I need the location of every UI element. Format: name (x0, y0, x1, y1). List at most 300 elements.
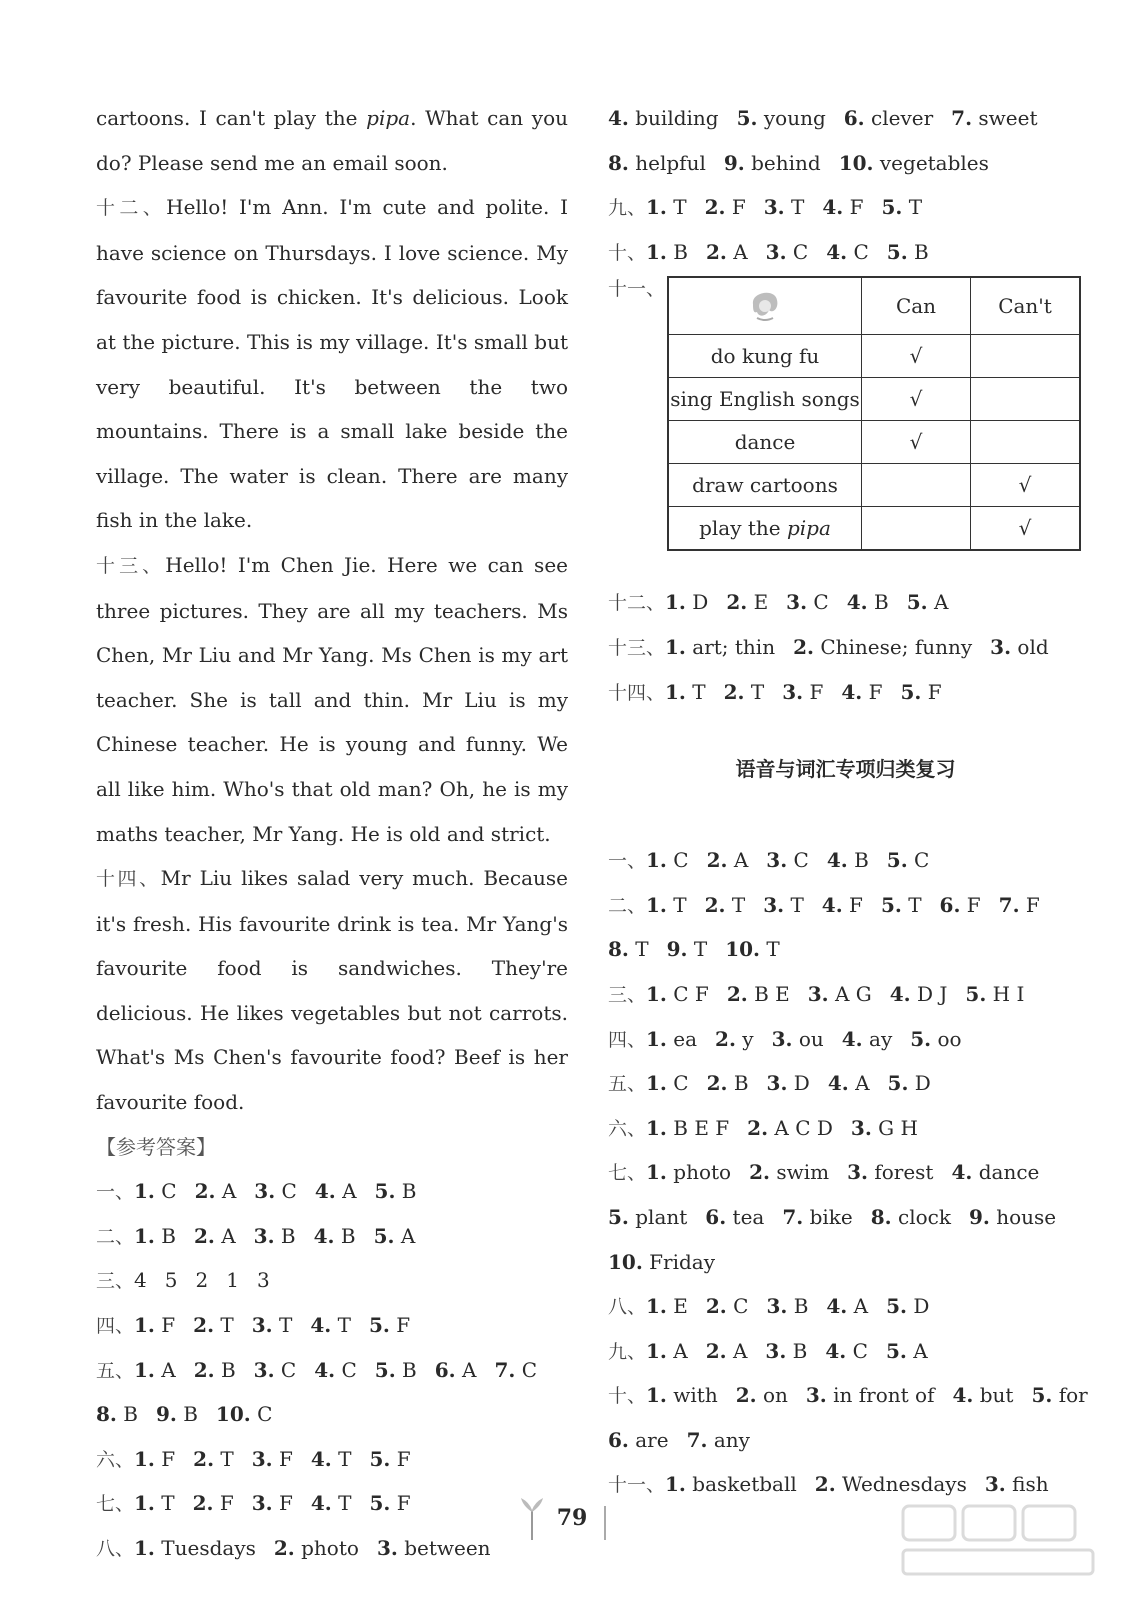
answer-item (886, 1294, 929, 1318)
table-row (668, 464, 1080, 507)
can-cell: √ (862, 335, 971, 378)
section-label: 七、 (608, 1162, 647, 1185)
answer-number: 4. (310, 1446, 332, 1471)
answer-value: D (793, 1071, 810, 1096)
answer-item (763, 893, 804, 917)
answer-item (252, 1447, 293, 1471)
answer-number: 9. (723, 150, 745, 175)
answer-item (374, 1224, 416, 1248)
answer-value: T (731, 892, 746, 917)
section-label: 二、 (608, 894, 647, 917)
answer-item (847, 590, 889, 614)
answer-item (134, 1313, 175, 1337)
answer-item (667, 937, 708, 961)
answer-item (193, 1491, 234, 1515)
transcript-paragraph (96, 543, 568, 856)
answer-value: F (731, 195, 746, 220)
answer-value: B (873, 590, 889, 615)
answer-value: for (1058, 1383, 1088, 1408)
answer-item (311, 1491, 352, 1515)
answer-item (940, 893, 981, 917)
answer-number: 7. (951, 106, 973, 130)
answer-item (608, 1428, 669, 1452)
answer-item (766, 240, 809, 264)
answer-value: A C D (774, 1115, 833, 1140)
paragraph-text: Mr Liu likes salad very much. Because it's fresh. His favourite drink is tea. Mr Yang's favourite food is sandwiches. They're delicious. He likes vegetables but not carrots. What's Ms Chen's favourite food? Beef is her favourite food. (96, 866, 568, 1115)
answer-line (608, 1106, 1083, 1151)
answer-number: 3. (766, 848, 788, 873)
can-cant-section (608, 274, 1083, 580)
answer-item (782, 1205, 852, 1229)
answer-number: 5. (885, 1338, 907, 1363)
answer-value: T (693, 937, 708, 962)
answer-value: A (161, 1357, 176, 1382)
answer-value: F (849, 195, 864, 220)
table-body (668, 335, 1080, 551)
answer-value: behind (751, 150, 821, 175)
answer-line (608, 230, 1083, 275)
answer-value: T (673, 892, 687, 917)
answer-number: 1. (646, 1160, 667, 1185)
answer-line (96, 1392, 568, 1437)
cant-cell (971, 378, 1081, 421)
answer-line (608, 141, 1083, 186)
answer-number: 2. (194, 1179, 216, 1204)
answer-item (369, 1313, 410, 1337)
answer-item (749, 1160, 829, 1184)
answer-value: B (914, 239, 929, 264)
answer-value: ay (869, 1026, 893, 1051)
answer-item (900, 680, 941, 704)
answer-value: art; thin (692, 634, 776, 659)
answer-item (252, 1313, 293, 1337)
table-row (668, 421, 1080, 464)
answer-value: B (161, 1223, 176, 1248)
answer-line (608, 927, 1083, 972)
answer-value: F (809, 679, 824, 704)
answer-number: 4. (314, 1357, 336, 1382)
answer-number: 2. (749, 1160, 770, 1185)
answer-number: 2. (193, 1313, 215, 1338)
activity-cell: sing English songs (668, 378, 862, 421)
answer-item (608, 1250, 715, 1274)
section-label: 二、 (96, 1225, 135, 1248)
answer-value: 4 (134, 1268, 147, 1293)
answer-value: T (338, 1446, 352, 1471)
answer-value: any (713, 1427, 750, 1452)
answer-item (134, 1491, 175, 1515)
answer-line (608, 838, 1083, 883)
answer-item (822, 893, 863, 917)
answer-value: A (400, 1223, 416, 1248)
answer-value: plant (635, 1204, 688, 1229)
answer-value: B (183, 1402, 198, 1427)
table-header-row (668, 277, 1080, 335)
answer-value: T (220, 1446, 234, 1471)
answer-line (608, 96, 1083, 141)
answer-number: 3. (990, 634, 1012, 659)
answer-number: 1. (134, 1313, 155, 1338)
answer-value: A (913, 1338, 928, 1363)
header-can: Can (862, 277, 971, 335)
answer-value: but (979, 1383, 1014, 1408)
answer-value: A (733, 239, 748, 264)
leaf-ornament-right-icon (599, 1496, 611, 1540)
answer-item (194, 1358, 236, 1382)
section-label: 三、 (608, 983, 647, 1006)
leaf-ornament-icon (519, 1496, 545, 1540)
section-label: 十、 (608, 241, 647, 264)
answer-value: T (338, 1491, 352, 1516)
answer-number: 6. (705, 1204, 727, 1229)
answer-item (782, 680, 823, 704)
answer-item (257, 1268, 270, 1292)
answer-number: 7. (998, 892, 1020, 917)
answer-value: T (279, 1313, 293, 1338)
answer-value: vegetables (879, 150, 989, 175)
answer-item (706, 1294, 749, 1318)
answer-value: Chinese; funny (820, 634, 973, 659)
answer-value: C (673, 848, 689, 873)
transcript-paragraph (96, 96, 568, 185)
answer-item (134, 1179, 177, 1203)
answer-number: 5. (369, 1446, 391, 1471)
answer-item (766, 848, 809, 872)
section-label: 三、 (96, 1270, 135, 1293)
answer-value: oo (937, 1026, 962, 1051)
answer-number: 1. (665, 590, 686, 615)
answer-item (842, 1027, 892, 1051)
can-cell (862, 464, 971, 507)
answer-value: T (673, 195, 687, 220)
answer-number: 3. (766, 1071, 788, 1096)
answer-value: Tuesdays (161, 1536, 256, 1560)
answer-number: 1. (665, 1472, 686, 1497)
answer-item (310, 1313, 351, 1337)
cant-cell: √ (971, 464, 1081, 507)
answer-item (608, 151, 706, 175)
answer-number: 3. (763, 892, 785, 917)
section-label: 七、 (96, 1493, 135, 1516)
answer-item (608, 1205, 687, 1229)
answer-value: ea (673, 1026, 698, 1051)
answer-number: 2. (705, 239, 727, 264)
answer-item (254, 1179, 297, 1203)
answer-item (828, 1071, 870, 1095)
answer-number: 5. (886, 239, 908, 264)
answer-line (608, 1150, 1083, 1195)
section-label: 九、 (608, 1340, 647, 1363)
answer-value: F (279, 1446, 293, 1471)
answer-number: 2. (715, 1026, 736, 1051)
answer-item (725, 937, 780, 961)
answer-number: 3. (251, 1446, 273, 1471)
answer-item (727, 982, 790, 1006)
answer-number: 4. (952, 1383, 974, 1408)
answer-value: on (762, 1383, 788, 1408)
answer-item (216, 1402, 272, 1426)
answer-value: F (849, 892, 863, 917)
answer-number: 3. (253, 1357, 275, 1382)
answer-value: B (280, 1223, 296, 1248)
answer-item (826, 240, 869, 264)
answer-line (608, 1373, 1088, 1418)
answer-item (193, 1313, 234, 1337)
answer-line (96, 1214, 568, 1259)
answer-number: 3. (251, 1313, 273, 1338)
answer-item (766, 1294, 808, 1318)
answer-value: B (220, 1357, 236, 1382)
answer-item (767, 1071, 810, 1095)
answer-number: 4. (821, 892, 843, 917)
answer-value: B (123, 1402, 138, 1427)
answer-item (687, 1428, 750, 1452)
answer-line (96, 1303, 568, 1348)
answer-item (969, 1205, 1056, 1229)
answer-item (985, 1472, 1049, 1496)
answer-item (726, 590, 768, 614)
answer-line (608, 580, 1083, 625)
answer-item (724, 680, 765, 704)
answer-number: 3. (763, 195, 785, 220)
answer-line (608, 1418, 1083, 1463)
answer-item (314, 1224, 356, 1248)
answer-value: A (221, 1223, 236, 1248)
page-number: 79 (556, 1505, 588, 1531)
answer-value: A (933, 590, 949, 615)
answer-item (274, 1536, 359, 1560)
answer-item (134, 1358, 176, 1382)
answer-item (646, 1071, 689, 1095)
answer-line (96, 1258, 568, 1303)
answer-number: 1. (665, 634, 686, 659)
answer-item (910, 1027, 961, 1051)
answer-item (827, 848, 869, 872)
answer-number: 2. (735, 1383, 757, 1408)
answer-value: C F (673, 981, 709, 1006)
table-row (668, 335, 1080, 378)
table-row (668, 378, 1080, 421)
answer-item (608, 937, 649, 961)
answer-item (194, 1224, 236, 1248)
answer-number: 3. (984, 1472, 1006, 1497)
answer-number: 6. (843, 106, 865, 130)
answer-value: E (753, 590, 769, 615)
answer-number: 5. (906, 590, 928, 615)
answer-item (646, 1383, 718, 1407)
answer-value: T (766, 937, 780, 962)
answer-number: 5. (900, 679, 922, 704)
answer-value: A (855, 1071, 870, 1096)
answer-number: 5. (374, 1179, 396, 1204)
answer-line (608, 1195, 1083, 1240)
answer-number: 6. (608, 1427, 629, 1452)
answer-number: 6. (939, 892, 961, 917)
answer-item (822, 195, 863, 219)
answer-item (952, 1383, 1013, 1407)
answer-item (646, 1339, 688, 1363)
answer-number: 3. (805, 1383, 827, 1408)
activity-cell: do kung fu (668, 335, 862, 378)
answer-line (608, 1284, 1083, 1329)
cant-cell (971, 335, 1081, 378)
answer-item (646, 195, 687, 219)
answer-number: 2. (814, 1472, 836, 1497)
answer-value: ou (798, 1026, 824, 1051)
answer-value: A G (834, 981, 872, 1006)
answer-number: 2. (747, 1115, 769, 1140)
answer-value: B (673, 239, 688, 264)
answer-item (646, 893, 687, 917)
activity-cell: draw cartoons (668, 464, 862, 507)
answer-item (793, 635, 972, 659)
answer-line (608, 972, 1083, 1017)
answer-number: 5. (886, 1294, 907, 1319)
answer-number: 3. (782, 679, 804, 704)
answer-item (705, 195, 746, 219)
answer-item (315, 1179, 357, 1203)
answer-number: 5. (886, 848, 908, 873)
answer-line (608, 670, 1083, 715)
answer-value: A (221, 1179, 237, 1204)
answer-item (839, 151, 989, 175)
answer-line (608, 1017, 1083, 1062)
section-label: 十四、 (96, 868, 161, 891)
answer-number: 4. (310, 1491, 332, 1516)
answer-item (195, 1268, 208, 1292)
answer-value: G H (878, 1115, 918, 1140)
answer-number: 10. (215, 1402, 251, 1427)
answer-value: F (161, 1313, 176, 1338)
section-label: 十二、 (96, 197, 167, 220)
answer-number: 4. (951, 1160, 973, 1185)
answer-number: 3. (766, 1294, 788, 1319)
answer-value: tea (732, 1204, 765, 1229)
answer-item (494, 1358, 537, 1382)
answer-number: 4. (310, 1313, 332, 1338)
answer-number: 2. (193, 1357, 215, 1382)
answer-list-review (608, 838, 1088, 1507)
answer-number: 2. (193, 1223, 215, 1248)
section-label: 九、 (608, 197, 647, 220)
answer-number: 2. (193, 1446, 215, 1471)
answer-number: 4. (826, 239, 848, 264)
answer-value: C (673, 1071, 689, 1096)
answer-number: 1. (665, 679, 686, 704)
answer-value: F (396, 1491, 411, 1516)
answer-value: T (791, 195, 805, 220)
answer-value: y (742, 1026, 754, 1051)
answer-item (646, 1027, 697, 1051)
answer-number: 1. (134, 1491, 155, 1516)
section-label: 五、 (608, 1073, 647, 1096)
answer-item (806, 1383, 935, 1407)
answer-value: C (853, 239, 869, 264)
answer-value: basketball (692, 1472, 797, 1497)
answer-item (707, 1071, 749, 1095)
answer-number: 9. (155, 1402, 177, 1427)
answer-item (646, 1116, 729, 1140)
answer-item (254, 1224, 296, 1248)
answer-value: B (402, 1357, 417, 1382)
answer-value: B E (754, 981, 790, 1006)
answer-item (999, 893, 1040, 917)
page-footer (480, 1488, 650, 1548)
answer-item (134, 1536, 256, 1560)
answer-number: 1. (134, 1179, 155, 1204)
answer-item (841, 680, 882, 704)
answer-value: 1 (226, 1268, 239, 1293)
answer-item (815, 1472, 967, 1496)
answer-value: sweet (978, 106, 1038, 130)
answer-number: 3. (253, 1223, 275, 1248)
watermark-logo-icon (897, 1500, 1107, 1582)
answer-item (193, 1447, 234, 1471)
answer-number: 2. (192, 1491, 214, 1516)
answer-item (847, 1160, 933, 1184)
answer-number: 1. (646, 1294, 667, 1319)
answer-number: 3. (251, 1491, 273, 1516)
answer-number: 3. (254, 1179, 276, 1204)
answer-number: 1. (646, 1383, 667, 1408)
answer-item (705, 893, 746, 917)
answer-number: 8. (870, 1204, 892, 1229)
answer-value: F (1025, 892, 1040, 917)
answer-item (965, 982, 1024, 1006)
answer-number: 2. (273, 1536, 295, 1560)
answer-value: clever (871, 106, 934, 130)
listening-transcripts (96, 96, 568, 1125)
answer-line (96, 1169, 568, 1214)
answer-item (375, 1358, 417, 1382)
answer-number: 4. (313, 1223, 335, 1248)
answer-number: 4. (822, 195, 844, 220)
answer-number: 3. (786, 590, 808, 615)
answer-item (665, 680, 706, 704)
section-heading: 语音与词汇专项归类复习 (735, 757, 956, 782)
answer-item (311, 1447, 352, 1471)
answer-number: 1. (646, 1026, 667, 1051)
answer-item (646, 1294, 688, 1318)
section-label: 十一、 (608, 1474, 666, 1497)
girl-avatar-cell (668, 277, 862, 335)
answer-value: dance (978, 1160, 1040, 1185)
section-label: 十三、 (608, 636, 666, 659)
answer-item (747, 1116, 833, 1140)
header-cant: Can't (971, 277, 1081, 335)
answer-value: bike (809, 1204, 853, 1229)
answer-item (195, 1179, 237, 1203)
answer-value: C (280, 1357, 297, 1382)
answer-number: 1. (646, 892, 667, 917)
answer-value: A (732, 1338, 748, 1363)
section-label: 五、 (96, 1359, 135, 1382)
answer-item (608, 106, 719, 130)
answer-number: 3. (376, 1536, 398, 1560)
answer-value: B (733, 1071, 749, 1096)
answer-value: house (996, 1204, 1057, 1229)
answer-item (134, 1224, 176, 1248)
can-cant-table (667, 276, 1081, 551)
answer-value: building (635, 106, 719, 130)
answer-value: T (161, 1491, 175, 1516)
cant-cell (971, 421, 1081, 464)
answer-value: F (966, 892, 981, 917)
answer-item (252, 1491, 293, 1515)
answer-value: B (401, 1179, 417, 1204)
answer-number: 9. (968, 1204, 990, 1229)
answer-number: 4. (841, 1026, 863, 1051)
